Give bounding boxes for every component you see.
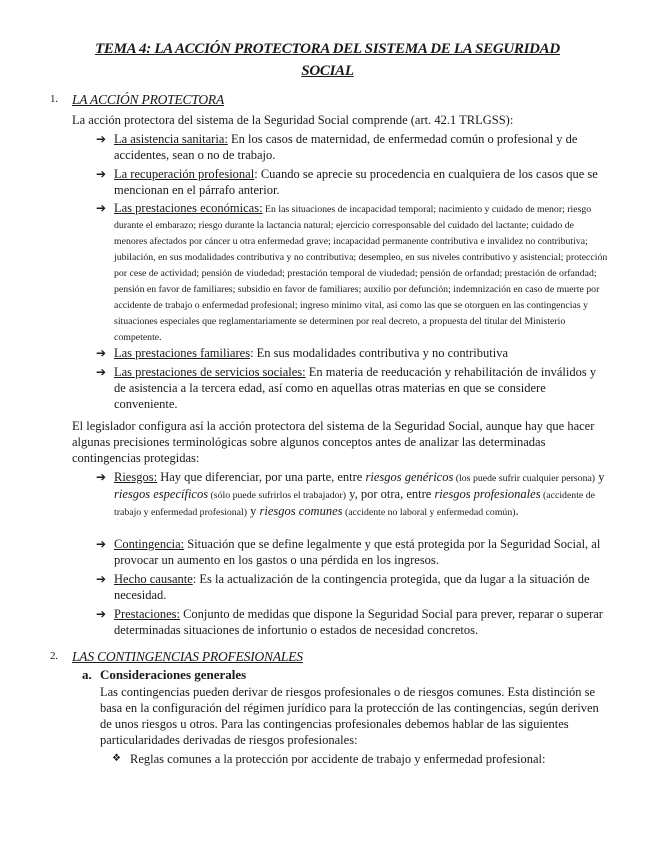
term-text: : Cuando se aprecie su procedencia en cualquiera de los casos que se mencionan en el párrafo anterior. — [114, 167, 598, 197]
term-prestaciones — [96, 606, 608, 638]
subsection-a-bullet — [112, 751, 608, 767]
italic-term: riesgos profesionales — [434, 487, 541, 501]
term-riesgos — [96, 469, 608, 520]
italic-term: riesgos genéricos — [365, 470, 454, 484]
term: La recuperación profesional — [114, 167, 255, 181]
arrow-icon: ➔ — [96, 132, 107, 146]
list-item-economicas — [96, 201, 608, 345]
subsection-a-number: a. — [82, 667, 92, 682]
section-1-title: LA ACCIÓN PROTECTORA — [72, 92, 225, 107]
list-item-servicios-sociales — [96, 364, 608, 412]
italic-term: riesgos específicos — [114, 487, 209, 501]
italic-term: riesgos comunes — [259, 504, 343, 518]
term: Contingencia: — [114, 537, 185, 551]
section-2-title: LAS CONTINGENCIAS PROFESIONALES — [72, 649, 303, 664]
subsection-a-title: Consideraciones generales — [100, 667, 247, 682]
text: y — [595, 470, 605, 484]
note: (los puede sufrir cualquier persona) — [453, 473, 596, 484]
term-text: En las situaciones de incapacidad temporal; nacimiento y cuidado de menor; riesgo durante el embarazo; riesgo durante la lactancia natural; ejercicio corresponsable del cuidado del lactante; cuidado de menores afectados por cáncer u otra enfermedad grave; incapacidad permanente contributiva e invalidez no contributiva; jubilación, en sus modalidades contributiva y no contributiva; desempleo, en sus niveles contributivo y asistencial; protección por cese de actividad; pensión de viudedad; prestación temporal de viudedad; pensión de orfandad; prestación de orfandad; pensión en favor de familiares; subsidio en favor de familiares; auxilio por defunción; indemnización en caso de muerte por accidente de trabajo o enfermedad profesional; ingreso mínimo vital, así como las que se otorguen en las contingencias y situaciones especiales que reglamentariamente se determinen por real decreto, a propuesta del titular del Ministerio competente. — [114, 204, 608, 343]
term: Las prestaciones económicas: — [114, 201, 263, 215]
term: Prestaciones: — [114, 607, 180, 621]
term-contingencia — [96, 536, 608, 568]
section-1-heading — [50, 92, 225, 108]
title-line-2: SOCIAL — [301, 63, 354, 79]
term: La asistencia sanitaria: — [114, 132, 228, 146]
arrow-icon: ➔ — [96, 346, 107, 360]
text: Hay que diferenciar, por una parte, entre — [157, 470, 366, 484]
text: . — [515, 504, 519, 518]
section-1-paragraph-2: El legislador configura así la acción protectora del sistema de la Seguridad Social, aunque hay que hacer algunas precisiones terminológicas sobre algunos conceptos antes de analizar las determinadas contingencias protegidas: — [72, 419, 595, 465]
list-item-asistencia — [96, 131, 608, 163]
arrow-icon: ➔ — [96, 470, 107, 484]
document-title — [90, 38, 565, 82]
note: (sólo puede sufrirlos el trabajador) — [208, 490, 347, 501]
note: (accidente de trabajo y enfermedad profesional) — [114, 490, 595, 518]
subsection-a-heading — [82, 667, 247, 683]
term-text: Conjunto de medidas que dispone la Seguridad Social para prever, reparar o superar determinadas situaciones de infortunio o estados de necesidad concretos. — [114, 607, 603, 637]
section-1-intro: La acción protectora del sistema de la Seguridad Social comprende (art. 42.1 TRLGSS): — [72, 113, 514, 127]
term-text: En materia de reeducación y rehabilitación de inválidos y de asistencia a la tercera edad, así como en aquellas otras materias en que se considere conveniente. — [114, 365, 597, 411]
list-item-recuperacion — [96, 166, 608, 198]
arrow-icon: ➔ — [96, 201, 107, 215]
term-text: Situación que se define legalmente y que está protegida por la Seguridad Social, al provocar un aumento en los gastos o una pérdida en los ingresos. — [114, 537, 601, 567]
term: Riesgos: — [114, 470, 158, 484]
term-text: : En sus modalidades contributiva y no contributiva — [250, 346, 509, 360]
title-line-1: TEMA 4: LA ACCIÓN PROTECTORA DEL SISTEMA DE LA SEGURIDAD — [95, 41, 560, 57]
diamond-icon: ❖ — [112, 753, 121, 764]
arrow-icon: ➔ — [96, 537, 107, 551]
section-1-number: 1. — [50, 93, 58, 105]
note: (accidente no laboral y enfermedad común) — [342, 507, 516, 518]
arrow-icon: ➔ — [96, 607, 107, 621]
section-2-heading — [50, 649, 303, 665]
term: Las prestaciones de servicios sociales: — [114, 365, 306, 379]
bullet-text: Reglas comunes a la protección por accidente de trabajo y enfermedad profesional: — [130, 752, 546, 766]
term-hecho-causante — [96, 571, 608, 603]
list-item-familiares — [96, 345, 608, 361]
term: Las prestaciones familiares — [114, 346, 251, 360]
text: y, por otra, entre — [346, 487, 435, 501]
section-2-number: 2. — [50, 650, 58, 662]
arrow-icon: ➔ — [96, 365, 107, 379]
arrow-icon: ➔ — [96, 167, 107, 181]
arrow-icon: ➔ — [96, 572, 107, 586]
term-text: : Es la actualización de la contingencia protegida, que da lugar a la situación de necesidad. — [114, 572, 590, 602]
subsection-a-paragraph: Las contingencias pueden derivar de riesgos profesionales o de riesgos comunes. Esta distinción se basa en la configuración del régimen jurídico para la protección de las contingencias, según deriven de unos riesgos u otros. Para las contingencias profesionales debemos hablar de las siguientes particularidades derivadas de riesgos profesionales: — [100, 685, 599, 747]
term: Hecho causante — [114, 572, 193, 586]
text: y — [247, 504, 260, 518]
term-text: En los casos de maternidad, de enfermedad común o profesional y de accidentes, sean o no de trabajo. — [114, 132, 578, 162]
